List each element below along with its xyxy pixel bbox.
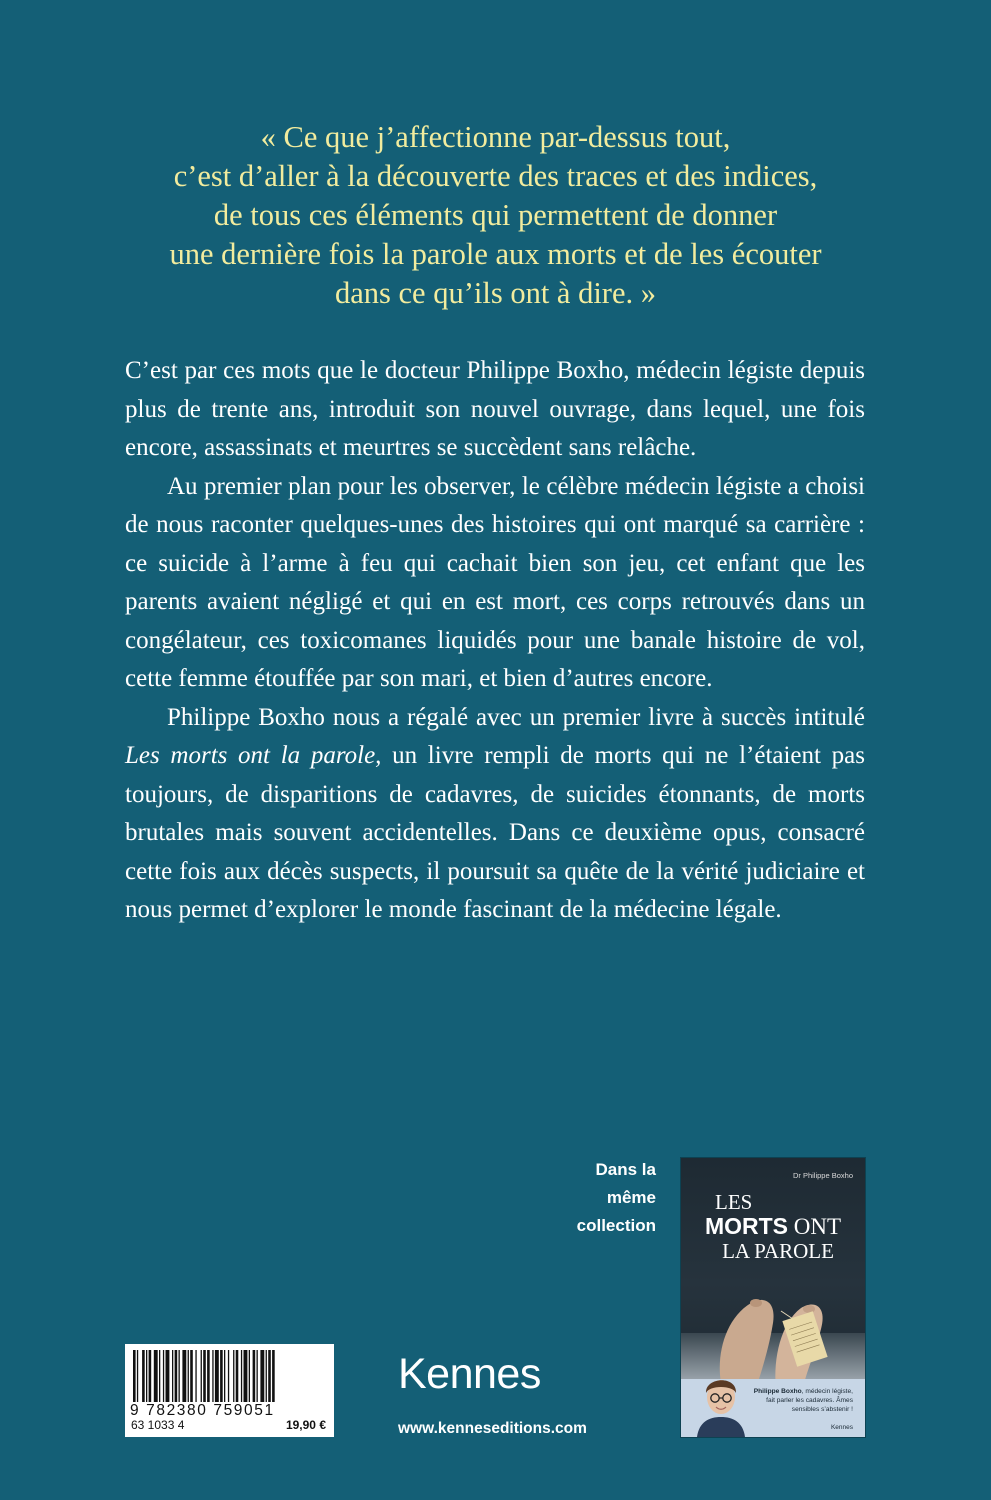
barcode-bar xyxy=(212,1350,213,1402)
barcode-bar xyxy=(190,1350,193,1402)
barcode-bar xyxy=(236,1350,239,1402)
cover-blurb-name: Philippe Boxho xyxy=(753,1388,802,1395)
barcode-bar xyxy=(249,1350,250,1402)
book-title-reference: Les morts ont la parole, xyxy=(125,742,382,769)
same-collection-label xyxy=(540,1156,656,1240)
barcode-bars xyxy=(131,1350,328,1402)
barcode-bar xyxy=(195,1350,196,1402)
cover-author: Dr Philippe Boxho xyxy=(792,1171,853,1180)
label-line: Dans la xyxy=(595,1160,656,1179)
barcode-bar xyxy=(241,1350,242,1402)
barcode-bar xyxy=(182,1350,186,1402)
quote-line: de tous ces éléments qui permettent de donner xyxy=(213,198,778,232)
barcode-bar xyxy=(133,1350,136,1402)
product-code: 63 1033 4 xyxy=(131,1418,185,1432)
quote-line: une dernière fois la parole aux morts et de les écouter xyxy=(169,237,822,271)
barcode-bar xyxy=(146,1350,147,1402)
label-line: collection xyxy=(576,1216,656,1235)
barcode-bar xyxy=(220,1350,223,1402)
barcode-bar xyxy=(201,1350,202,1402)
quote-line: c’est d’aller à la découverte des traces et des indices, xyxy=(173,159,818,193)
barcode-bar xyxy=(224,1350,225,1402)
publisher-website[interactable]: www.kenneseditions.com xyxy=(398,1420,587,1437)
barcode-bar xyxy=(257,1350,258,1402)
publisher-logo: Kennes xyxy=(398,1350,541,1398)
barcode-bar xyxy=(149,1350,152,1402)
barcode-bar xyxy=(233,1350,234,1402)
barcode-bar xyxy=(154,1350,158,1402)
cover-publisher: Kennes xyxy=(830,1424,853,1431)
paragraph-text: Philippe Boxho nous a régalé avec un premier livre à succès intitulé xyxy=(167,703,865,731)
isbn-number: 9 782380 759051 xyxy=(130,1402,275,1419)
barcode-bar xyxy=(260,1350,264,1402)
barcode-bar xyxy=(142,1350,145,1402)
barcode-bar xyxy=(159,1350,160,1402)
barcode-bar xyxy=(166,1350,170,1402)
paragraph-text: un livre rempli de morts qui ne l’étaient pas toujours, de disparitions de cadavres, de suicides étonnants, de morts brutales mais souvent accidentelles. Dans ce deuxième opus, consacré cette fois aux décès suspects, il poursuit sa quête de la vérité judiciaire et nous permet d’explorer le monde fascinant de la médecine légale. xyxy=(125,742,865,923)
barcode-bar xyxy=(188,1350,189,1402)
cover-title-bold: MORTS xyxy=(704,1213,789,1239)
barcode-bar xyxy=(203,1350,206,1402)
barcode-bar xyxy=(244,1350,248,1402)
barcode-bar xyxy=(163,1350,164,1402)
blurb-text xyxy=(125,352,865,930)
barcode-bar xyxy=(266,1350,267,1402)
cover-title xyxy=(681,1190,865,1263)
paragraph: C’est par ces mots que le docteur Philippe Boxho, médecin légiste depuis plus de trente ans, introduit son nouvel ouvrage, dans lequel, une fois encore, assassinats et meurtres se succèdent sans relâche. xyxy=(125,357,865,461)
barcode-bar xyxy=(215,1350,219,1402)
barcode-bar xyxy=(137,1350,138,1402)
quote-line: « Ce que j’affectionne par-dessus tout, xyxy=(260,120,731,154)
pull-quote xyxy=(60,118,931,313)
related-book-cover xyxy=(681,1158,865,1437)
cover-title-line: LES xyxy=(715,1190,753,1214)
paragraph: Au premier plan pour les observer, le célèbre médecin légiste a choisi de nous raconter quelques-unes des histoires qui ont marqué sa carrière : ce suicide à l’arme à feu qui cachait bien son jeu, cet enfant que les parents avaient négligé et qui en est mort, ces corps retrouvés dans un congélateur, ces toxicomanes liquidés pour une banale histoire de vol, cette femme étouffée par son mari, et bien d’autres encore. xyxy=(125,472,865,692)
barcode-bar xyxy=(207,1350,210,1402)
cover-blurb-text: , médecin légiste, fait parler les cadavres. Âmes sensibles s’abstenir ! xyxy=(766,1388,853,1413)
barcode-bar xyxy=(272,1350,275,1402)
cover-title-line: LA PAROLE xyxy=(722,1239,834,1263)
quote-line: dans ce qu’ils ont à dire. » xyxy=(334,276,656,310)
barcode-bar xyxy=(179,1350,180,1402)
barcode xyxy=(125,1344,334,1437)
label-line: même xyxy=(606,1188,656,1207)
cover-title-rest: ONT xyxy=(788,1214,842,1239)
price: 19,90 € xyxy=(285,1418,326,1432)
paragraph xyxy=(125,699,865,930)
cover-title-line xyxy=(681,1214,865,1239)
cover-blurb xyxy=(753,1387,853,1414)
author-portrait xyxy=(693,1367,749,1437)
barcode-bar xyxy=(175,1350,178,1402)
barcode-bar xyxy=(253,1350,256,1402)
barcode-bar xyxy=(268,1350,271,1402)
barcode-bar xyxy=(228,1350,229,1402)
barcode-bar xyxy=(172,1350,173,1402)
